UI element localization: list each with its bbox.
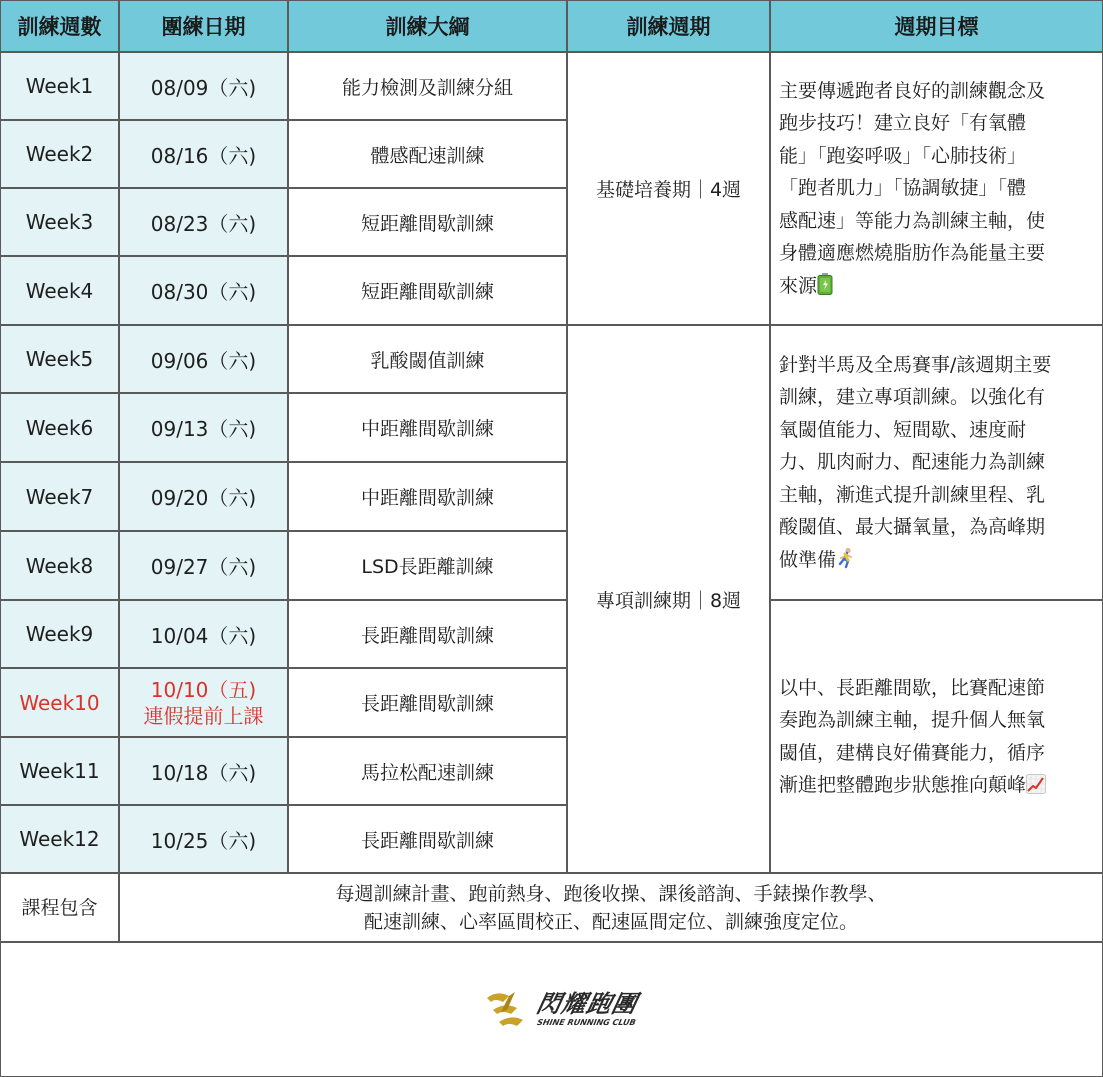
date-cell: 09/20（六) bbox=[119, 462, 288, 531]
battery-icon bbox=[817, 273, 833, 295]
goal-line: 訓練，建立專項訓練。以強化有 bbox=[779, 386, 1046, 409]
outline-cell: 體感配速訓練 bbox=[288, 120, 567, 188]
club-logo-subtitle: SHINE RUNNING CLUB bbox=[535, 1018, 637, 1027]
date-cell: 08/09（六) bbox=[119, 52, 288, 120]
goal-line: 「跑者肌力」「協調敏捷」「體 bbox=[779, 177, 1027, 200]
header-goal: 週期目標 bbox=[770, 0, 1103, 52]
date-cell: 10/18（六) bbox=[119, 737, 288, 805]
goal-line: 以中、長距離間歇，比賽配速節 bbox=[779, 676, 1046, 699]
date-cell: 08/16（六) bbox=[119, 120, 288, 188]
date-cell: 09/27（六) bbox=[119, 531, 288, 600]
date-cell: 08/30（六) bbox=[119, 256, 288, 325]
week-cell: Week7 bbox=[0, 462, 119, 531]
date-cell-highlight bbox=[119, 668, 288, 737]
goal-line: 閾值，建構良好備賽能力，循序 bbox=[779, 741, 1046, 764]
goal-line: 針對半馬及全馬賽事/該週期主要 bbox=[779, 353, 1052, 376]
chart-increasing-icon bbox=[1026, 774, 1046, 794]
includes-line: 配速訓練、心率區間校正、配速區間定位、訓練強度定位。 bbox=[363, 910, 858, 933]
week-cell: Week5 bbox=[0, 325, 119, 393]
outline-cell: 長距離間歇訓練 bbox=[288, 600, 567, 668]
date-cell: 09/13（六) bbox=[119, 393, 288, 462]
date-note: 連假提前上課 bbox=[143, 703, 264, 728]
outline-cell: 能力檢測及訓練分組 bbox=[288, 52, 567, 120]
outline-cell: 中距離間歇訓練 bbox=[288, 462, 567, 531]
header-week: 訓練週數 bbox=[0, 0, 119, 52]
goal-line: 跑步技巧！建立良好「有氧體 bbox=[779, 112, 1027, 135]
week-cell: Week6 bbox=[0, 393, 119, 462]
club-logo-mark bbox=[483, 988, 533, 1032]
period-specific: 專項訓練期｜8週 bbox=[567, 325, 770, 873]
goal-line-last bbox=[779, 769, 1046, 802]
date-cell: 10/04（六) bbox=[119, 600, 288, 668]
week-cell: Week4 bbox=[0, 256, 119, 325]
outline-cell: 乳酸閾值訓練 bbox=[288, 325, 567, 393]
goal-specific-1 bbox=[770, 325, 1103, 600]
includes-content bbox=[119, 873, 1103, 942]
week-cell: Week1 bbox=[0, 52, 119, 120]
outline-cell: LSD長距離訓練 bbox=[288, 531, 567, 600]
footer-logo-area bbox=[0, 942, 1103, 1077]
week-cell: Week11 bbox=[0, 737, 119, 805]
includes-line: 每週訓練計畫、跑前熱身、跑後收操、課後諮詢、手錶操作教學、 bbox=[335, 882, 887, 905]
week-cell-highlight: Week10 bbox=[0, 668, 119, 737]
includes-label: 課程包含 bbox=[0, 873, 119, 942]
club-logo bbox=[483, 988, 640, 1032]
goal-line: 氧閾值能力、短間歇、速度耐 bbox=[779, 418, 1027, 441]
goal-line: 酸閾值、最大攝氧量，為高峰期 bbox=[779, 516, 1046, 539]
outline-cell: 短距離間歇訓練 bbox=[288, 256, 567, 325]
goal-line-last bbox=[779, 270, 1045, 303]
goal-line: 主軸，漸進式提升訓練里程、乳 bbox=[779, 483, 1046, 506]
outline-cell: 長距離間歇訓練 bbox=[288, 668, 567, 737]
outline-cell: 長距離間歇訓練 bbox=[288, 805, 567, 873]
goal-line: 主要傳遞跑者良好的訓練觀念及 bbox=[779, 79, 1046, 102]
date-cell: 10/25（六) bbox=[119, 805, 288, 873]
goal-line: 做準備 bbox=[779, 548, 837, 571]
goal-line: 來源 bbox=[779, 274, 818, 297]
week-cell: Week12 bbox=[0, 805, 119, 873]
goal-line: 力、肌肉耐力、配速能力為訓練 bbox=[779, 451, 1046, 474]
week-cell: Week9 bbox=[0, 600, 119, 668]
goal-line: 能」「跑姿呼吸」「心肺技術」 bbox=[779, 144, 1027, 167]
outline-cell: 短距離間歇訓練 bbox=[288, 188, 567, 256]
outline-cell: 中距離間歇訓練 bbox=[288, 393, 567, 462]
goal-line: 奏跑為訓練主軸，提升個人無氧 bbox=[779, 709, 1046, 731]
club-logo-name: 閃耀跑團 bbox=[533, 990, 640, 1018]
goal-line: 身體適應燃燒脂肪作為能量主要 bbox=[779, 242, 1046, 265]
goal-specific-2 bbox=[770, 600, 1103, 873]
goal-line: 漸進把整體跑步狀態推向顛峰 bbox=[779, 774, 1027, 796]
goal-line-last bbox=[779, 544, 1051, 577]
week-cell: Week3 bbox=[0, 188, 119, 256]
runner-icon bbox=[836, 547, 856, 569]
date-text: 10/10（五) bbox=[150, 677, 257, 702]
goal-line: 感配速」等能力為訓練主軸，使 bbox=[779, 209, 1046, 232]
period-basic: 基礎培養期｜4週 bbox=[567, 52, 770, 325]
week-cell: Week8 bbox=[0, 531, 119, 600]
week-cell: Week2 bbox=[0, 120, 119, 188]
goal-basic bbox=[770, 52, 1103, 325]
header-period: 訓練週期 bbox=[567, 0, 770, 52]
header-date: 團練日期 bbox=[119, 0, 288, 52]
header-outline: 訓練大綱 bbox=[288, 0, 567, 52]
outline-cell: 馬拉松配速訓練 bbox=[288, 737, 567, 805]
date-cell: 09/06（六) bbox=[119, 325, 288, 393]
date-cell: 08/23（六) bbox=[119, 188, 288, 256]
